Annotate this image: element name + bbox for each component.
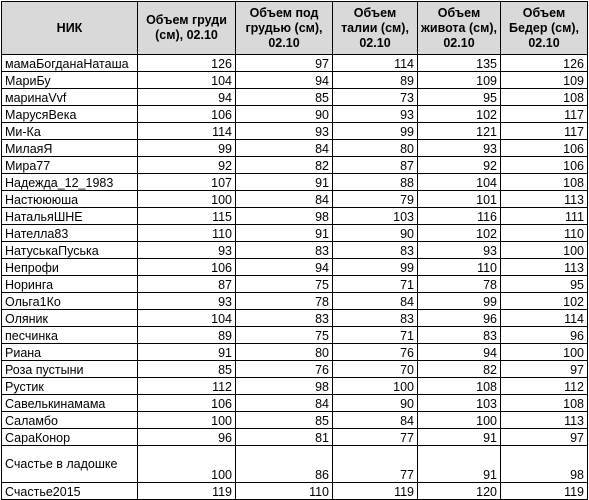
cell-bust[interactable]: 112 bbox=[138, 378, 236, 395]
cell-underbust[interactable]: 90 bbox=[236, 106, 333, 123]
cell-hips[interactable]: 108 bbox=[501, 174, 588, 191]
table-row bbox=[2, 106, 588, 123]
cell-bust[interactable]: 100 bbox=[138, 191, 236, 208]
cell-waist[interactable]: 89 bbox=[333, 72, 418, 89]
cell-waist[interactable]: 73 bbox=[333, 89, 418, 106]
cell-belly[interactable]: 116 bbox=[418, 208, 501, 225]
table-row bbox=[2, 123, 588, 140]
cell-underbust[interactable]: 86 bbox=[236, 446, 333, 483]
table-row bbox=[2, 327, 588, 344]
cell-nick[interactable]: НатуськаПуська bbox=[2, 242, 138, 259]
cell-underbust[interactable]: 82 bbox=[236, 157, 333, 174]
cell-underbust[interactable]: 110 bbox=[236, 483, 333, 500]
cell-hips[interactable]: 117 bbox=[501, 123, 588, 140]
cell-belly[interactable]: 110 bbox=[418, 259, 501, 276]
cell-waist[interactable]: 103 bbox=[333, 208, 418, 225]
cell-waist[interactable]: 99 bbox=[333, 259, 418, 276]
cell-belly[interactable]: 83 bbox=[418, 327, 501, 344]
table-row bbox=[2, 72, 588, 89]
cell-waist[interactable]: 83 bbox=[333, 310, 418, 327]
cell-bust[interactable]: 119 bbox=[138, 483, 236, 500]
cell-belly[interactable]: 121 bbox=[418, 123, 501, 140]
cell-underbust[interactable]: 75 bbox=[236, 327, 333, 344]
cell-waist[interactable]: 84 bbox=[333, 293, 418, 310]
cell-hips[interactable]: 119 bbox=[501, 483, 588, 500]
cell-hips[interactable]: 109 bbox=[501, 72, 588, 89]
cell-bust[interactable]: 85 bbox=[138, 361, 236, 378]
cell-bust[interactable]: 93 bbox=[138, 293, 236, 310]
cell-underbust[interactable]: 78 bbox=[236, 293, 333, 310]
cell-waist[interactable]: 90 bbox=[333, 395, 418, 412]
table-row bbox=[2, 208, 588, 225]
cell-belly[interactable]: 95 bbox=[418, 89, 501, 106]
cell-hips[interactable]: 100 bbox=[501, 242, 588, 259]
cell-hips[interactable]: 100 bbox=[501, 344, 588, 361]
cell-hips[interactable]: 102 bbox=[501, 293, 588, 310]
cell-bust[interactable]: 100 bbox=[138, 412, 236, 429]
cell-waist[interactable]: 83 bbox=[333, 242, 418, 259]
cell-nick[interactable]: Савелькинамама bbox=[2, 395, 138, 412]
cell-belly[interactable]: 120 bbox=[418, 483, 501, 500]
cell-underbust[interactable]: 85 bbox=[236, 89, 333, 106]
cell-waist[interactable]: 93 bbox=[333, 106, 418, 123]
cell-bust[interactable]: 89 bbox=[138, 327, 236, 344]
cell-belly[interactable]: 78 bbox=[418, 276, 501, 293]
cell-hips[interactable]: 113 bbox=[501, 191, 588, 208]
cell-belly[interactable]: 91 bbox=[418, 446, 501, 483]
cell-waist[interactable]: 71 bbox=[333, 327, 418, 344]
cell-bust[interactable]: 91 bbox=[138, 344, 236, 361]
cell-nick[interactable]: Настюююша bbox=[2, 191, 138, 208]
cell-bust[interactable]: 94 bbox=[138, 89, 236, 106]
cell-bust[interactable]: 106 bbox=[138, 395, 236, 412]
table-row bbox=[2, 140, 588, 157]
table-row bbox=[2, 293, 588, 310]
cell-nick[interactable]: Ольга1Ко bbox=[2, 293, 138, 310]
cell-nick[interactable]: Счастье2015 bbox=[2, 483, 138, 500]
cell-waist[interactable]: 90 bbox=[333, 225, 418, 242]
cell-waist[interactable]: 79 bbox=[333, 191, 418, 208]
cell-hips[interactable]: 113 bbox=[501, 259, 588, 276]
cell-hips[interactable]: 114 bbox=[501, 310, 588, 327]
cell-underbust[interactable]: 75 bbox=[236, 276, 333, 293]
cell-nick[interactable]: Нателла83 bbox=[2, 225, 138, 242]
table-row bbox=[2, 344, 588, 361]
cell-nick[interactable]: Рустик bbox=[2, 378, 138, 395]
cell-waist[interactable]: 77 bbox=[333, 446, 418, 483]
cell-nick[interactable]: Оляник bbox=[2, 310, 138, 327]
cell-hips[interactable]: 95 bbox=[501, 276, 588, 293]
cell-underbust[interactable]: 80 bbox=[236, 344, 333, 361]
cell-bust[interactable]: 104 bbox=[138, 310, 236, 327]
cell-bust[interactable]: 87 bbox=[138, 276, 236, 293]
cell-underbust[interactable]: 76 bbox=[236, 361, 333, 378]
cell-hips[interactable]: 106 bbox=[501, 157, 588, 174]
table-row bbox=[2, 174, 588, 191]
cell-hips[interactable]: 113 bbox=[501, 412, 588, 429]
cell-belly[interactable]: 92 bbox=[418, 157, 501, 174]
header-bust[interactable]: Объем груди (см), 02.10 bbox=[138, 2, 236, 55]
table-row bbox=[2, 55, 588, 72]
table-row bbox=[2, 361, 588, 378]
table-row bbox=[2, 310, 588, 327]
cell-belly[interactable]: 96 bbox=[418, 310, 501, 327]
cell-bust[interactable]: 93 bbox=[138, 242, 236, 259]
cell-nick[interactable]: маринаVvf bbox=[2, 89, 138, 106]
table-row bbox=[2, 157, 588, 174]
cell-bust[interactable]: 106 bbox=[138, 259, 236, 276]
cell-underbust[interactable]: 91 bbox=[236, 174, 333, 191]
table-row bbox=[2, 276, 588, 293]
cell-bust[interactable]: 115 bbox=[138, 208, 236, 225]
cell-waist[interactable]: 87 bbox=[333, 157, 418, 174]
cell-belly[interactable]: 103 bbox=[418, 395, 501, 412]
cell-belly[interactable]: 104 bbox=[418, 174, 501, 191]
cell-nick[interactable]: Мира77 bbox=[2, 157, 138, 174]
cell-underbust[interactable]: 93 bbox=[236, 123, 333, 140]
table-body bbox=[2, 55, 588, 500]
cell-belly[interactable]: 102 bbox=[418, 106, 501, 123]
cell-hips[interactable]: 108 bbox=[501, 395, 588, 412]
cell-waist[interactable]: 114 bbox=[333, 55, 418, 72]
cell-underbust[interactable]: 83 bbox=[236, 242, 333, 259]
cell-nick[interactable]: МилаяЯ bbox=[2, 140, 138, 157]
cell-bust[interactable]: 96 bbox=[138, 429, 236, 446]
cell-nick[interactable]: Надежда_12_1983 bbox=[2, 174, 138, 191]
cell-underbust[interactable]: 94 bbox=[236, 259, 333, 276]
cell-bust[interactable]: 92 bbox=[138, 157, 236, 174]
cell-bust[interactable]: 126 bbox=[138, 55, 236, 72]
cell-waist[interactable]: 71 bbox=[333, 276, 418, 293]
table-row bbox=[2, 483, 588, 500]
table-row bbox=[2, 395, 588, 412]
cell-underbust[interactable]: 84 bbox=[236, 395, 333, 412]
cell-bust[interactable]: 100 bbox=[138, 446, 236, 483]
cell-belly[interactable]: 102 bbox=[418, 225, 501, 242]
cell-waist[interactable]: 70 bbox=[333, 361, 418, 378]
cell-hips[interactable]: 117 bbox=[501, 106, 588, 123]
cell-waist[interactable]: 119 bbox=[333, 483, 418, 500]
header-waist[interactable]: Объем талии (см), 02.10 bbox=[333, 2, 418, 55]
cell-nick[interactable]: песчинка bbox=[2, 327, 138, 344]
cell-underbust[interactable]: 84 bbox=[236, 191, 333, 208]
cell-nick[interactable]: СараКонор bbox=[2, 429, 138, 446]
cell-bust[interactable]: 107 bbox=[138, 174, 236, 191]
table-row bbox=[2, 191, 588, 208]
table-row bbox=[2, 412, 588, 429]
cell-nick[interactable]: Саламбо bbox=[2, 412, 138, 429]
table-row bbox=[2, 429, 588, 446]
cell-belly[interactable]: 109 bbox=[418, 72, 501, 89]
table-row bbox=[2, 89, 588, 106]
table-row bbox=[2, 242, 588, 259]
cell-nick[interactable]: Риана bbox=[2, 344, 138, 361]
header-underbust[interactable]: Объем под грудью (см), 02.10 bbox=[236, 2, 333, 55]
measurements-table bbox=[1, 1, 588, 500]
cell-nick[interactable]: НатальяШНЕ bbox=[2, 208, 138, 225]
cell-nick[interactable]: Непрофи bbox=[2, 259, 138, 276]
header-belly[interactable]: Объем живота (см), 02.10 bbox=[418, 2, 501, 55]
cell-waist[interactable]: 80 bbox=[333, 140, 418, 157]
cell-belly[interactable]: 82 bbox=[418, 361, 501, 378]
cell-underbust[interactable]: 98 bbox=[236, 208, 333, 225]
header-nick[interactable]: НИК bbox=[2, 2, 138, 55]
cell-hips[interactable]: 97 bbox=[501, 429, 588, 446]
cell-hips[interactable]: 98 bbox=[501, 446, 588, 483]
cell-belly[interactable]: 100 bbox=[418, 412, 501, 429]
table-row bbox=[2, 259, 588, 276]
table-row bbox=[2, 378, 588, 395]
cell-hips[interactable]: 110 bbox=[501, 225, 588, 242]
cell-underbust[interactable]: 98 bbox=[236, 378, 333, 395]
cell-belly[interactable]: 91 bbox=[418, 429, 501, 446]
cell-nick[interactable]: Ми-Ка bbox=[2, 123, 138, 140]
cell-hips[interactable]: 108 bbox=[501, 89, 588, 106]
cell-belly[interactable]: 135 bbox=[418, 55, 501, 72]
cell-belly[interactable]: 108 bbox=[418, 378, 501, 395]
cell-waist[interactable]: 77 bbox=[333, 429, 418, 446]
cell-bust[interactable]: 104 bbox=[138, 72, 236, 89]
table-row bbox=[2, 446, 588, 483]
cell-belly[interactable]: 94 bbox=[418, 344, 501, 361]
cell-nick[interactable]: мамаБогданаНаташа bbox=[2, 55, 138, 72]
cell-belly[interactable]: 99 bbox=[418, 293, 501, 310]
cell-waist[interactable]: 88 bbox=[333, 174, 418, 191]
cell-hips[interactable]: 112 bbox=[501, 378, 588, 395]
cell-belly[interactable]: 93 bbox=[418, 242, 501, 259]
cell-underbust[interactable]: 97 bbox=[236, 55, 333, 72]
cell-waist[interactable]: 99 bbox=[333, 123, 418, 140]
cell-bust[interactable]: 106 bbox=[138, 106, 236, 123]
cell-underbust[interactable]: 91 bbox=[236, 225, 333, 242]
cell-nick[interactable]: Счастье в ладошке bbox=[2, 446, 138, 483]
cell-waist[interactable]: 76 bbox=[333, 344, 418, 361]
cell-nick[interactable]: Роза пустыни bbox=[2, 361, 138, 378]
header-hips[interactable]: Объем Бедер (см), 02.10 bbox=[501, 2, 588, 55]
cell-hips[interactable]: 96 bbox=[501, 327, 588, 344]
cell-bust[interactable]: 114 bbox=[138, 123, 236, 140]
cell-waist[interactable]: 84 bbox=[333, 412, 418, 429]
cell-hips[interactable]: 106 bbox=[501, 140, 588, 157]
cell-underbust[interactable]: 81 bbox=[236, 429, 333, 446]
header-row bbox=[2, 2, 588, 55]
spreadsheet bbox=[1, 1, 587, 499]
cell-underbust[interactable]: 85 bbox=[236, 412, 333, 429]
cell-nick[interactable]: МариБу bbox=[2, 72, 138, 89]
cell-waist[interactable]: 100 bbox=[333, 378, 418, 395]
table-row bbox=[2, 225, 588, 242]
cell-underbust[interactable]: 83 bbox=[236, 310, 333, 327]
cell-hips[interactable]: 97 bbox=[501, 361, 588, 378]
cell-bust[interactable]: 110 bbox=[138, 225, 236, 242]
cell-hips[interactable]: 126 bbox=[501, 55, 588, 72]
cell-nick[interactable]: Норинга bbox=[2, 276, 138, 293]
cell-underbust[interactable]: 84 bbox=[236, 140, 333, 157]
cell-belly[interactable]: 101 bbox=[418, 191, 501, 208]
cell-hips[interactable]: 111 bbox=[501, 208, 588, 225]
cell-nick[interactable]: МарусяВека bbox=[2, 106, 138, 123]
cell-belly[interactable]: 93 bbox=[418, 140, 501, 157]
cell-bust[interactable]: 99 bbox=[138, 140, 236, 157]
cell-underbust[interactable]: 94 bbox=[236, 72, 333, 89]
